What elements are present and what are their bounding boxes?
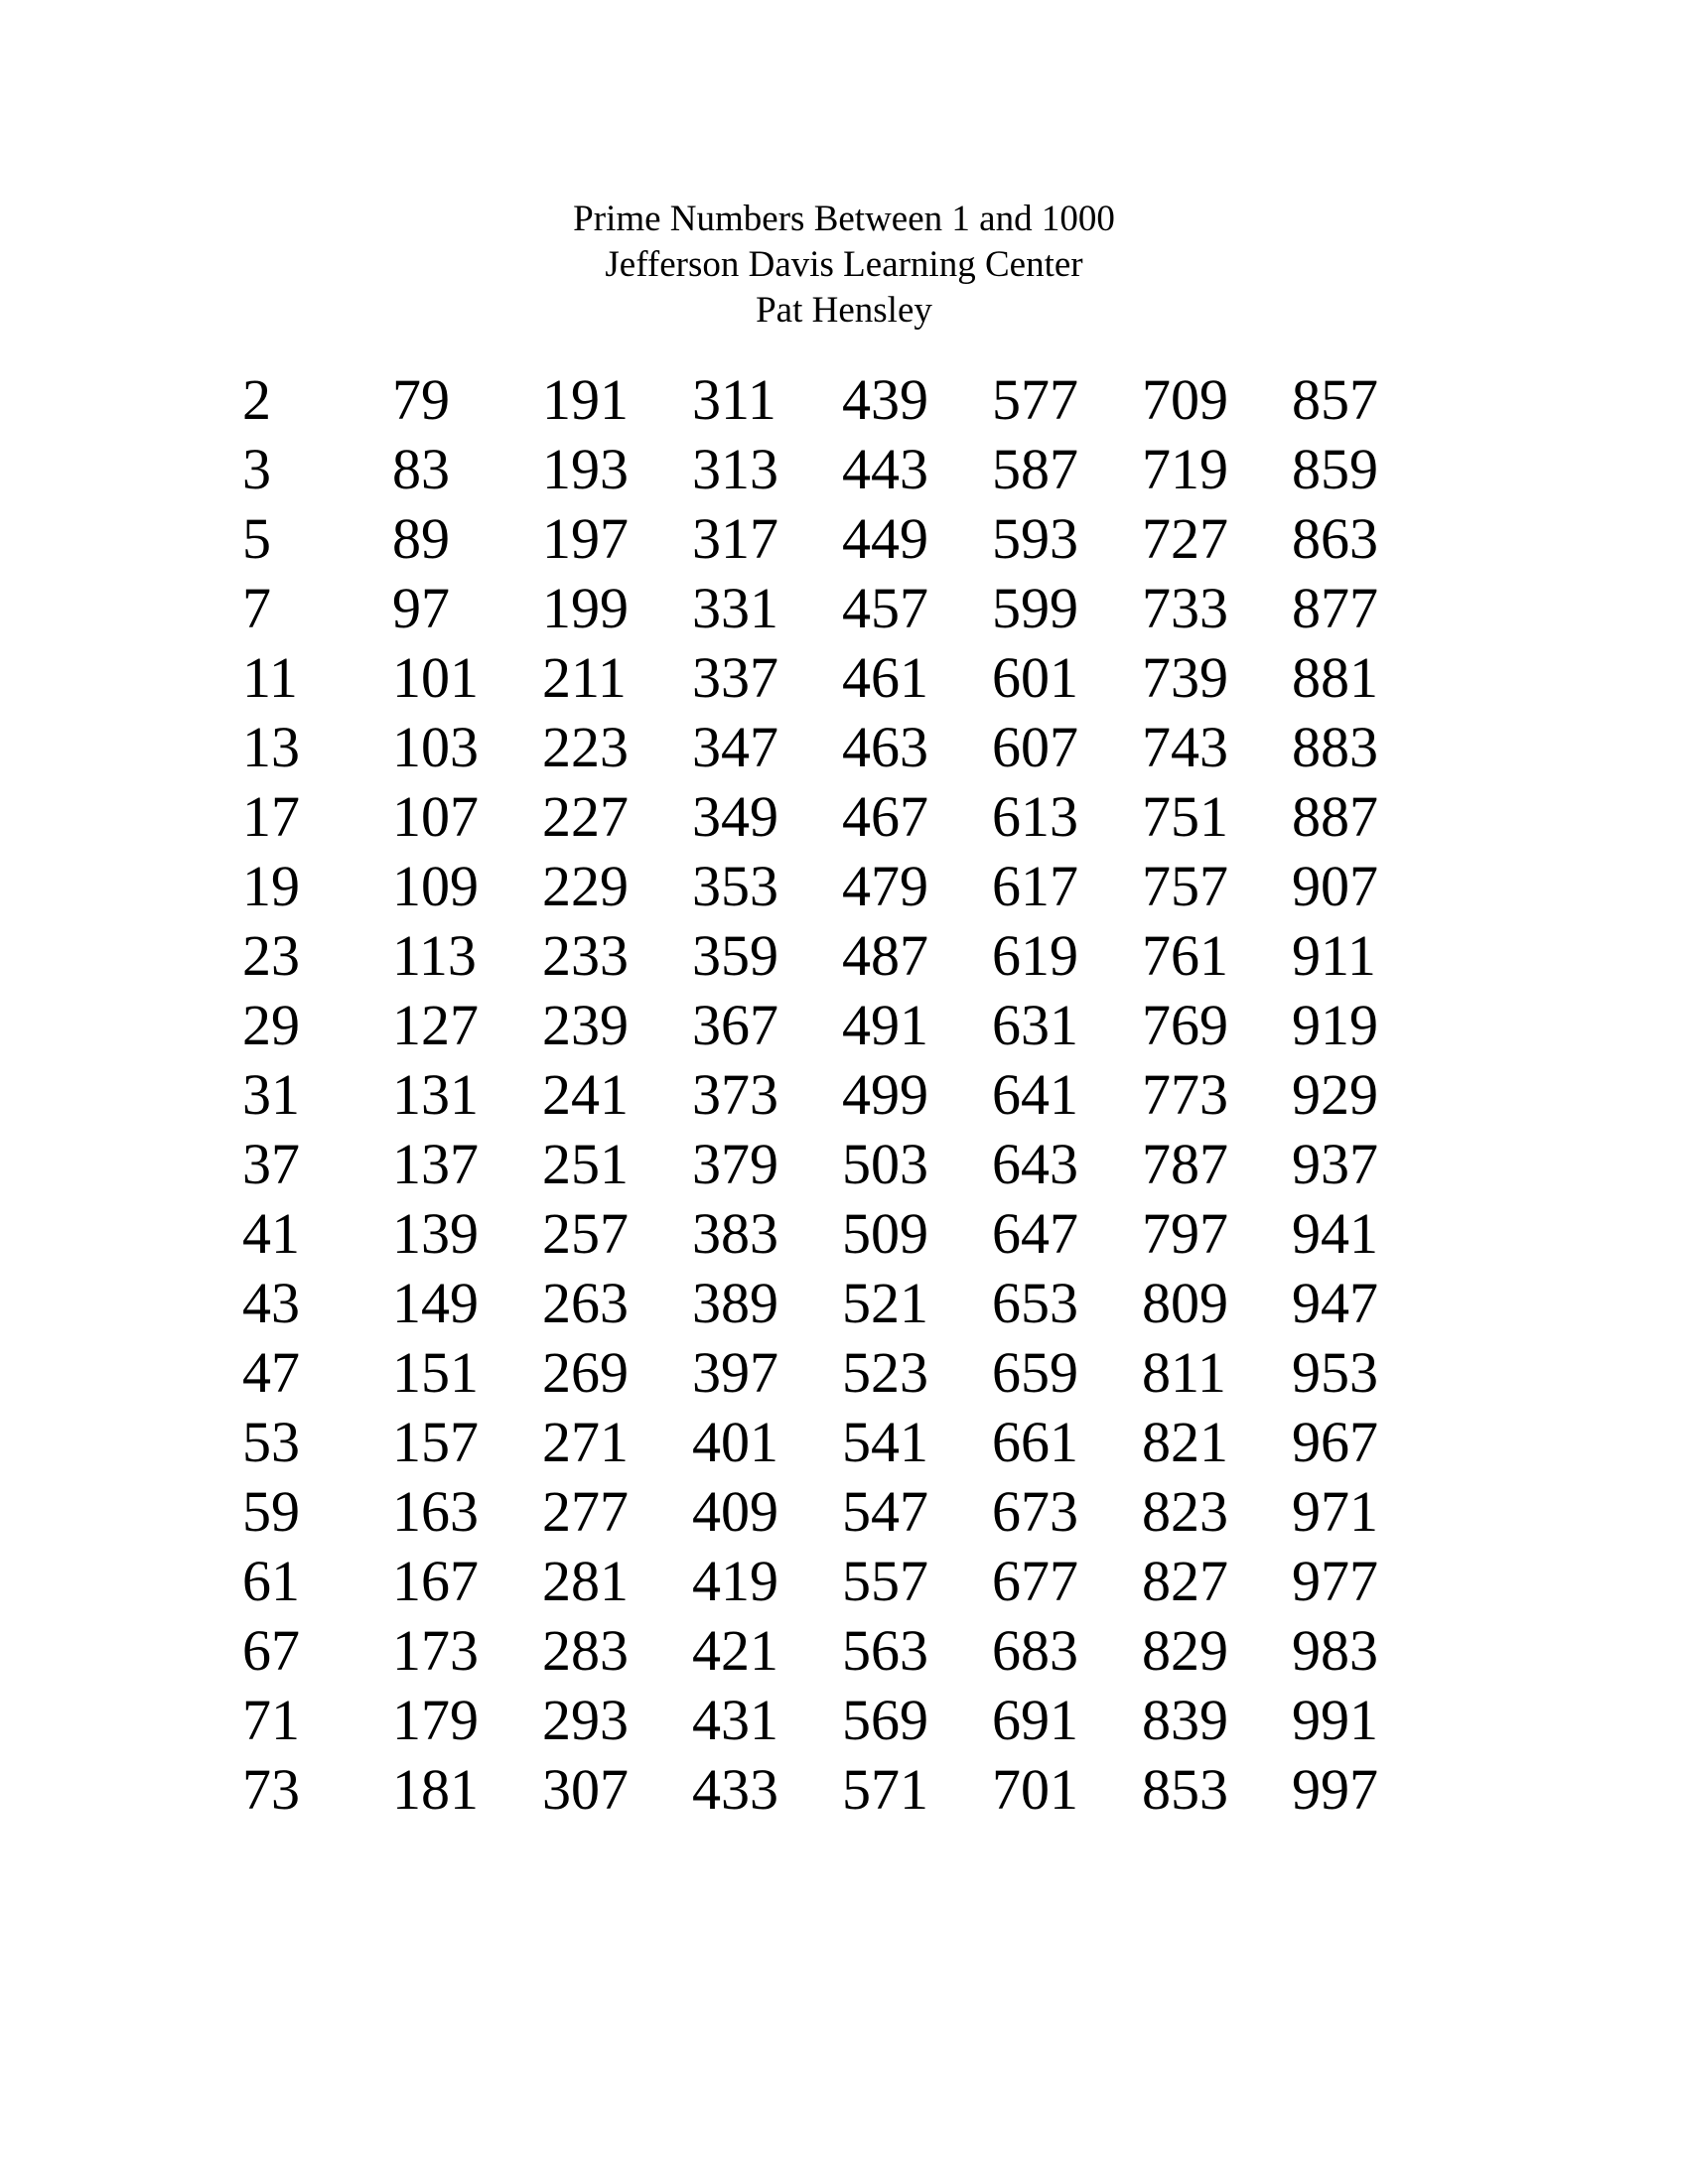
prime-cell: 487 bbox=[842, 923, 928, 988]
prime-cell: 113 bbox=[392, 923, 477, 988]
prime-cell: 619 bbox=[992, 923, 1078, 988]
prime-cell: 353 bbox=[692, 854, 778, 918]
table-row bbox=[242, 1408, 1442, 1477]
prime-cell: 719 bbox=[1142, 437, 1228, 501]
organization-name: Jefferson Davis Learning Center bbox=[605, 244, 1083, 285]
prime-cell: 137 bbox=[392, 1132, 479, 1196]
prime-cell: 479 bbox=[842, 854, 928, 918]
prime-cell: 59 bbox=[242, 1479, 300, 1544]
prime-cell: 193 bbox=[542, 437, 629, 501]
prime-cell: 11 bbox=[242, 645, 298, 710]
prime-cell: 881 bbox=[1292, 645, 1378, 710]
prime-cell: 197 bbox=[542, 506, 629, 571]
prime-cell: 463 bbox=[842, 715, 928, 779]
prime-cell: 677 bbox=[992, 1549, 1078, 1613]
table-row bbox=[242, 1477, 1442, 1547]
prime-cell: 907 bbox=[1292, 854, 1378, 918]
prime-cell: 277 bbox=[542, 1479, 629, 1544]
prime-cell: 263 bbox=[542, 1271, 629, 1335]
prime-cell: 751 bbox=[1142, 784, 1228, 849]
prime-cell: 593 bbox=[992, 506, 1078, 571]
prime-cell: 577 bbox=[992, 367, 1078, 432]
prime-cell: 31 bbox=[242, 1062, 300, 1127]
table-row bbox=[242, 1686, 1442, 1755]
prime-cell: 2 bbox=[242, 367, 271, 432]
prime-cell: 337 bbox=[692, 645, 778, 710]
prime-cell: 811 bbox=[1142, 1340, 1226, 1405]
prime-cell: 139 bbox=[392, 1201, 479, 1266]
prime-cell: 179 bbox=[392, 1688, 479, 1752]
document-header bbox=[0, 197, 1688, 334]
prime-cell: 157 bbox=[392, 1410, 479, 1474]
prime-cell: 17 bbox=[242, 784, 300, 849]
prime-cell: 151 bbox=[392, 1340, 479, 1405]
prime-cell: 89 bbox=[392, 506, 450, 571]
prime-cell: 5 bbox=[242, 506, 271, 571]
prime-cell: 691 bbox=[992, 1688, 1078, 1752]
prime-cell: 661 bbox=[992, 1410, 1078, 1474]
prime-cell: 61 bbox=[242, 1549, 300, 1613]
prime-cell: 941 bbox=[1292, 1201, 1378, 1266]
prime-cell: 71 bbox=[242, 1688, 300, 1752]
table-row bbox=[242, 1199, 1442, 1269]
prime-cell: 359 bbox=[692, 923, 778, 988]
prime-cell: 653 bbox=[992, 1271, 1078, 1335]
prime-cell: 307 bbox=[542, 1757, 629, 1822]
prime-cell: 41 bbox=[242, 1201, 300, 1266]
prime-cell: 7 bbox=[242, 576, 271, 640]
prime-cell: 43 bbox=[242, 1271, 300, 1335]
prime-cell: 83 bbox=[392, 437, 450, 501]
prime-cell: 563 bbox=[842, 1618, 928, 1683]
prime-cell: 383 bbox=[692, 1201, 778, 1266]
prime-cell: 499 bbox=[842, 1062, 928, 1127]
prime-cell: 673 bbox=[992, 1479, 1078, 1544]
prime-cell: 373 bbox=[692, 1062, 778, 1127]
table-row bbox=[242, 782, 1442, 852]
prime-cell: 509 bbox=[842, 1201, 928, 1266]
table-row bbox=[242, 1269, 1442, 1338]
prime-cell: 19 bbox=[242, 854, 300, 918]
prime-cell: 983 bbox=[1292, 1618, 1378, 1683]
prime-cell: 457 bbox=[842, 576, 928, 640]
prime-cell: 67 bbox=[242, 1618, 300, 1683]
prime-cell: 569 bbox=[842, 1688, 928, 1752]
prime-cell: 659 bbox=[992, 1340, 1078, 1405]
prime-cell: 857 bbox=[1292, 367, 1378, 432]
prime-cell: 257 bbox=[542, 1201, 629, 1266]
prime-cell: 557 bbox=[842, 1549, 928, 1613]
prime-cell: 211 bbox=[542, 645, 627, 710]
prime-cell: 911 bbox=[1292, 923, 1376, 988]
table-row bbox=[242, 852, 1442, 921]
prime-cell: 701 bbox=[992, 1757, 1078, 1822]
table-row bbox=[242, 1616, 1442, 1686]
table-row bbox=[242, 713, 1442, 782]
prime-cell: 461 bbox=[842, 645, 928, 710]
prime-cell: 997 bbox=[1292, 1757, 1378, 1822]
prime-cell: 587 bbox=[992, 437, 1078, 501]
author-name: Pat Hensley bbox=[756, 290, 932, 331]
prime-cell: 977 bbox=[1292, 1549, 1378, 1613]
prime-cell: 79 bbox=[392, 367, 450, 432]
prime-cell: 971 bbox=[1292, 1479, 1378, 1544]
prime-cell: 311 bbox=[692, 367, 776, 432]
prime-cell: 769 bbox=[1142, 993, 1228, 1057]
prime-cell: 601 bbox=[992, 645, 1078, 710]
table-row bbox=[242, 435, 1442, 504]
prime-cell: 173 bbox=[392, 1618, 479, 1683]
table-row bbox=[242, 1547, 1442, 1616]
prime-cell: 491 bbox=[842, 993, 928, 1057]
prime-cell: 241 bbox=[542, 1062, 629, 1127]
prime-cell: 643 bbox=[992, 1132, 1078, 1196]
prime-cell: 571 bbox=[842, 1757, 928, 1822]
prime-cell: 829 bbox=[1142, 1618, 1228, 1683]
prime-cell: 859 bbox=[1292, 437, 1378, 501]
prime-cell: 431 bbox=[692, 1688, 778, 1752]
prime-cell: 421 bbox=[692, 1618, 778, 1683]
prime-cell: 827 bbox=[1142, 1549, 1228, 1613]
table-row bbox=[242, 1130, 1442, 1199]
prime-cell: 181 bbox=[392, 1757, 479, 1822]
prime-cell: 523 bbox=[842, 1340, 928, 1405]
prime-cell: 349 bbox=[692, 784, 778, 849]
prime-cell: 409 bbox=[692, 1479, 778, 1544]
table-row bbox=[242, 1755, 1442, 1825]
prime-cell: 883 bbox=[1292, 715, 1378, 779]
prime-cell: 787 bbox=[1142, 1132, 1228, 1196]
prime-cell: 631 bbox=[992, 993, 1078, 1057]
prime-cell: 149 bbox=[392, 1271, 479, 1335]
prime-cell: 683 bbox=[992, 1618, 1078, 1683]
prime-cell: 613 bbox=[992, 784, 1078, 849]
prime-cell: 23 bbox=[242, 923, 300, 988]
prime-cell: 313 bbox=[692, 437, 778, 501]
prime-cell: 101 bbox=[392, 645, 479, 710]
prime-cell: 887 bbox=[1292, 784, 1378, 849]
prime-cell: 733 bbox=[1142, 576, 1228, 640]
table-row bbox=[242, 921, 1442, 991]
table-row bbox=[242, 1338, 1442, 1408]
prime-cell: 317 bbox=[692, 506, 778, 571]
prime-cell: 379 bbox=[692, 1132, 778, 1196]
prime-cell: 389 bbox=[692, 1271, 778, 1335]
prime-cell: 967 bbox=[1292, 1410, 1378, 1474]
prime-cell: 271 bbox=[542, 1410, 629, 1474]
primes-table-body bbox=[242, 365, 1442, 1825]
prime-cell: 853 bbox=[1142, 1757, 1228, 1822]
prime-cell: 283 bbox=[542, 1618, 629, 1683]
prime-cell: 269 bbox=[542, 1340, 629, 1405]
prime-cell: 599 bbox=[992, 576, 1078, 640]
prime-cell: 229 bbox=[542, 854, 629, 918]
prime-cell: 839 bbox=[1142, 1688, 1228, 1752]
prime-cell: 239 bbox=[542, 993, 629, 1057]
prime-cell: 251 bbox=[542, 1132, 629, 1196]
document-title: Prime Numbers Between 1 and 1000 bbox=[573, 199, 1115, 239]
prime-cell: 547 bbox=[842, 1479, 928, 1544]
prime-cell: 167 bbox=[392, 1549, 479, 1613]
prime-cell: 823 bbox=[1142, 1479, 1228, 1544]
prime-cell: 191 bbox=[542, 367, 629, 432]
table-row bbox=[242, 1060, 1442, 1130]
prime-cell: 227 bbox=[542, 784, 629, 849]
prime-cell: 877 bbox=[1292, 576, 1378, 640]
prime-cell: 401 bbox=[692, 1410, 778, 1474]
prime-cell: 541 bbox=[842, 1410, 928, 1474]
prime-cell: 503 bbox=[842, 1132, 928, 1196]
prime-cell: 97 bbox=[392, 576, 450, 640]
prime-cell: 947 bbox=[1292, 1271, 1378, 1335]
prime-cell: 37 bbox=[242, 1132, 300, 1196]
prime-cell: 13 bbox=[242, 715, 300, 779]
prime-cell: 3 bbox=[242, 437, 271, 501]
prime-cell: 347 bbox=[692, 715, 778, 779]
prime-cell: 919 bbox=[1292, 993, 1378, 1057]
prime-cell: 773 bbox=[1142, 1062, 1228, 1127]
prime-cell: 433 bbox=[692, 1757, 778, 1822]
prime-cell: 953 bbox=[1292, 1340, 1378, 1405]
prime-cell: 281 bbox=[542, 1549, 629, 1613]
prime-cell: 521 bbox=[842, 1271, 928, 1335]
prime-cell: 29 bbox=[242, 993, 300, 1057]
table-row bbox=[242, 365, 1442, 435]
prime-cell: 443 bbox=[842, 437, 928, 501]
prime-cell: 641 bbox=[992, 1062, 1078, 1127]
prime-cell: 727 bbox=[1142, 506, 1228, 571]
prime-cell: 757 bbox=[1142, 854, 1228, 918]
prime-cell: 367 bbox=[692, 993, 778, 1057]
prime-cell: 419 bbox=[692, 1549, 778, 1613]
primes-table bbox=[242, 365, 1442, 1825]
table-row bbox=[242, 574, 1442, 643]
prime-cell: 607 bbox=[992, 715, 1078, 779]
table-row bbox=[242, 504, 1442, 574]
prime-cell: 103 bbox=[392, 715, 479, 779]
prime-cell: 109 bbox=[392, 854, 479, 918]
prime-cell: 439 bbox=[842, 367, 928, 432]
prime-cell: 617 bbox=[992, 854, 1078, 918]
prime-cell: 127 bbox=[392, 993, 479, 1057]
prime-cell: 929 bbox=[1292, 1062, 1378, 1127]
prime-cell: 293 bbox=[542, 1688, 629, 1752]
prime-cell: 739 bbox=[1142, 645, 1228, 710]
table-row bbox=[242, 643, 1442, 713]
prime-cell: 223 bbox=[542, 715, 629, 779]
table-row bbox=[242, 991, 1442, 1060]
prime-cell: 991 bbox=[1292, 1688, 1378, 1752]
prime-cell: 743 bbox=[1142, 715, 1228, 779]
prime-cell: 47 bbox=[242, 1340, 300, 1405]
prime-cell: 821 bbox=[1142, 1410, 1228, 1474]
prime-cell: 937 bbox=[1292, 1132, 1378, 1196]
prime-cell: 199 bbox=[542, 576, 629, 640]
prime-cell: 163 bbox=[392, 1479, 479, 1544]
prime-cell: 761 bbox=[1142, 923, 1228, 988]
prime-cell: 331 bbox=[692, 576, 778, 640]
prime-cell: 467 bbox=[842, 784, 928, 849]
prime-cell: 863 bbox=[1292, 506, 1378, 571]
prime-cell: 73 bbox=[242, 1757, 300, 1822]
prime-cell: 397 bbox=[692, 1340, 778, 1405]
prime-cell: 647 bbox=[992, 1201, 1078, 1266]
prime-cell: 797 bbox=[1142, 1201, 1228, 1266]
prime-cell: 449 bbox=[842, 506, 928, 571]
prime-cell: 809 bbox=[1142, 1271, 1228, 1335]
prime-cell: 53 bbox=[242, 1410, 300, 1474]
prime-cell: 107 bbox=[392, 784, 479, 849]
prime-cell: 709 bbox=[1142, 367, 1228, 432]
prime-cell: 233 bbox=[542, 923, 629, 988]
prime-cell: 131 bbox=[392, 1062, 479, 1127]
